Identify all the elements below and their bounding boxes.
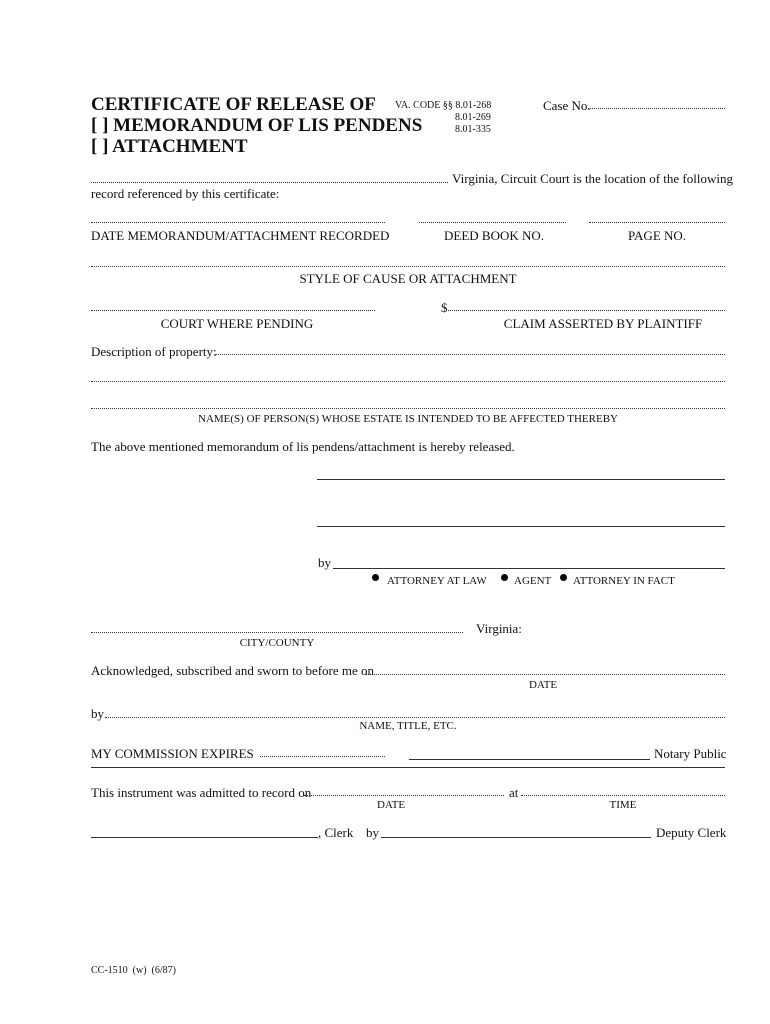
deed-book-field[interactable] <box>419 222 566 223</box>
by-label-2: by <box>91 706 104 721</box>
commission-field[interactable] <box>260 756 385 757</box>
acknowledged-text: Acknowledged, subscribed and sworn to before me on <box>91 663 375 678</box>
va-code-2: 8.01-269 <box>455 112 491 123</box>
claim-label: CLAIM ASSERTED BY PLAINTIFF <box>503 316 703 331</box>
agent-bullet[interactable] <box>501 574 508 581</box>
names-field[interactable] <box>91 408 725 409</box>
court-pending-field[interactable] <box>91 310 375 311</box>
deputy-clerk-signature-line[interactable] <box>381 837 651 838</box>
signature-line-1[interactable] <box>317 479 725 480</box>
page-no-field[interactable] <box>589 222 725 223</box>
deputy-clerk-label: Deputy Clerk <box>656 825 727 840</box>
role-attorney-in-fact: ATTORNEY IN FACT <box>573 575 675 587</box>
city-county-field[interactable] <box>91 632 463 633</box>
signature-line-2[interactable] <box>317 526 725 527</box>
location-text: Virginia, Circuit Court is the location of the following <box>452 171 733 186</box>
role-attorney-at-law: ATTORNEY AT LAW <box>387 575 487 587</box>
page-no-label: PAGE NO. <box>628 228 687 243</box>
clerk-signature-line[interactable] <box>91 837 318 838</box>
court-pending-label: COURT WHERE PENDING <box>160 316 314 331</box>
by-label-3: by <box>366 825 379 840</box>
attorney-at-law-bullet[interactable] <box>372 574 379 581</box>
location-field[interactable] <box>91 182 448 183</box>
notary-signature-line[interactable] <box>409 759 650 760</box>
location-text-2: record referenced by this certificate: <box>91 186 280 201</box>
date-recorded-field[interactable] <box>91 222 385 223</box>
name-title-label: NAME, TITLE, ETC. <box>359 720 457 732</box>
date-label: DATE <box>528 679 558 691</box>
acknowledged-date-field[interactable] <box>366 674 725 675</box>
virginia-label: Virginia: <box>476 621 522 636</box>
case-no-field[interactable] <box>588 108 725 109</box>
va-code-1: VA. CODE §§ 8.01-268 <box>395 100 492 111</box>
claim-field[interactable] <box>448 310 725 311</box>
admitted-date-field[interactable] <box>304 795 504 796</box>
name-title-field[interactable] <box>105 717 725 718</box>
date-label-2: DATE <box>376 799 406 811</box>
notary-label: Notary Public <box>654 746 727 761</box>
admitted-text: This instrument was admitted to record on <box>91 785 312 800</box>
dollar-sign: $ <box>441 300 448 315</box>
at-label: at <box>509 785 519 800</box>
commission-label: MY COMMISSION EXPIRES <box>91 746 254 761</box>
time-label: TIME <box>609 799 637 811</box>
by-label: by <box>318 555 331 570</box>
style-of-cause-field[interactable] <box>91 266 725 267</box>
by-signature-line[interactable] <box>333 568 725 569</box>
section-divider <box>91 767 725 768</box>
description-field-1[interactable] <box>215 354 725 355</box>
role-agent: AGENT <box>514 575 552 587</box>
form-id: CC-1510 (w) (6/87) <box>91 965 176 976</box>
clerk-label: , Clerk <box>318 825 354 840</box>
date-recorded-label: DATE MEMORANDUM/ATTACHMENT RECORDED <box>91 228 390 243</box>
description-label: Description of property: <box>91 344 217 359</box>
description-field-2[interactable] <box>91 381 725 382</box>
title-line-1: CERTIFICATE OF RELEASE OF <box>91 94 376 115</box>
style-of-cause-label: STYLE OF CAUSE OR ATTACHMENT <box>299 271 517 286</box>
release-text: The above mentioned memorandum of lis pendens/attachment is hereby released. <box>91 439 515 454</box>
va-code-3: 8.01-335 <box>455 124 491 135</box>
names-label: NAME(S) OF PERSON(S) WHOSE ESTATE IS INTENDED TO BE AFFECTED THEREBY <box>198 413 618 425</box>
title-attachment-checkbox[interactable]: [ ] ATTACHMENT <box>91 136 248 157</box>
city-county-label: CITY/COUNTY <box>239 637 315 649</box>
title-memorandum-checkbox[interactable]: [ ] MEMORANDUM OF LIS PENDENS <box>91 115 423 136</box>
admitted-time-field[interactable] <box>521 795 725 796</box>
deed-book-label: DEED BOOK NO. <box>444 228 545 243</box>
attorney-in-fact-bullet[interactable] <box>560 574 567 581</box>
case-no-label: Case No. <box>543 98 591 113</box>
